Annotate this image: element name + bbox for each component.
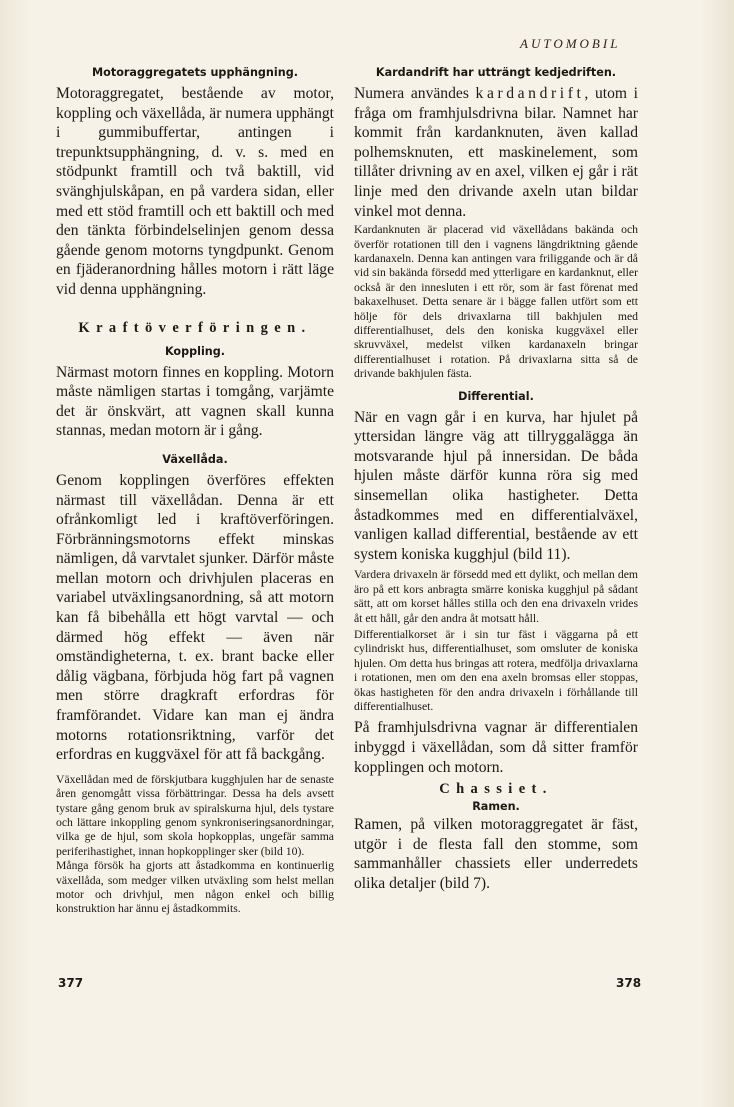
heading-differential: Differential. [458, 389, 534, 403]
paragraph-differential-note-1: Vardera drivaxeln är försedd med ett dylikt, och mellan dem äro på ett kors anbragta smärre koniska kugghjul på sådant sätt, att om korset hålles stilla och den ena drivaxeln vrides åt ett håll, går den andra åt motsatt håll. [354, 568, 638, 625]
heading-driveshaft: Kardandrift har utträngt kedjedriften. [375, 66, 617, 79]
paragraph-frame: Ramen, på vilken motoraggregatet är fäst, utgör i de flesta fall den stomme, som sammanhåller chassiets eller underredets olika detaljer (bild 7). [354, 816, 638, 892]
left-column [56, 66, 334, 917]
paragraph-clutch: Närmast motorn finnes en koppling. Motorn måste nämligen startas i tomgång, varjämte det är önskvärt, att vagnen skall kunna stannas, medan motorn är i gång. [56, 363, 334, 440]
paragraph-gearbox: Genom kopplingen överföres effekten närmast till växellådan. Denna är ett ofrånkomligt led i kraftöverföringen. Förbränningsmotorns effekt minskas nämligen, då varvtalet sjunker. Därför måste mellan motorn och drivhjulen placeras en variabel utväxlingsanordning, så att motorn kan få bibehålla ett högt varvtal — och därmed hög effekt — även när omständigheterna, t. ex. brant backe eller dålig vägbana, förbjuda hög fart på vagnen men större dragkraft erfordras för framförandet. Vidare kan man ej ändra motorns rotationsriktning, varför det erfordras en kuggväxel för att få backgång. [56, 471, 334, 764]
page-number-left: 377 [58, 976, 84, 990]
paragraph-driveshaft-note: Kardanknuten är placerad vid växellådans bakända och överför rotationen till den i vagnens längdriktning gående kardanaxeln. Denna kan antingen vara friliggande och är då vid sin bakända försedd med ytterligare en kardanknut, eller också är den innesluten i ett rör, som är fast förenat med bakaxelhuset. Detta senare är i bägge fallen utfört som ett hölje för dels drivaxlarna till bakhjulen med differentialhuset, dels den koniska kuggväxel eller skruvväxel, medelst vilken kardanaxeln bringar differentialhuset i rotation. På drivaxlarna sitta så de drivande bakhjulen fästa. [354, 223, 638, 381]
page-number-right: 378 [616, 976, 642, 990]
heading-clutch: Koppling. [164, 344, 226, 358]
paragraph-front-wheel-drive: På framhjulsdrivna vagnar är differentialen inbyggd i växellådan, som då sitter framför kopplingen och motorn. [354, 719, 638, 776]
driveshaft-lead-text: Numera användes [354, 85, 476, 102]
heading-chassis: Chassiet. [439, 781, 553, 798]
heading-frame: Ramen. [472, 800, 520, 814]
paragraph-gearbox-note-1: Växellådan med de förskjutbara kugghjulen har de senaste åren genomgått vissa förbättringar. Dessa ha dels avsett tystare gång genom bruk av spiralskurna hjul, dels tystare och lättare inkoppling genom synkroniseringsanordningar, vilka ge de hjul, som skola hopkopplas, ungefär samma periferihastighet, innan hopkopplinger sker (bild 10). [56, 772, 334, 858]
driveshaft-rest-text: , utom i fråga om framhjulsdrivna bilar. Namnet har kommit från kardanknuten, även kallad polhemsknuten, ett maskinelement, som tillåter drivning av en axel, vilken ej går i rät linje med den drivande axeln utan bildar vinkel mot denna. [354, 85, 638, 220]
heading-power-transmission: Kraftöverföringen. [78, 319, 312, 336]
running-head: AUTOMOBIL [520, 36, 621, 51]
paragraph-suspension: Motoraggregatet, bestående av motor, koppling och växellåda, är numera upphängt i gummibuffertar, antingen i trepunktsupphängning, d. v. s. med en stödpunkt framtill och två baktill, vid svänghjulskåpan, en på vardera sidan, eller med ett stöd framtill och ett baktill och med den tänkta förbindelselinjen genom dessa gående genom motorns tyngdpunkt. Genom en fjäderanordning hålles motorn i rätt läge vid denna upphängning. [56, 85, 334, 298]
heading-gearbox: Växellåda. [162, 452, 228, 466]
paragraph-differential: När en vagn går i en kurva, har hjulet på yttersidan längre väg att tillryggalägga än motsvarande hjul på innersidan. De båda hjulen måste därför kunna röra sig med sinsemellan olika hastigheter. Detta åstadkommes med en differentialväxel, vanligen kallad differential, bestående av ett system koniska kugghjul (bild 11). [354, 408, 638, 563]
paragraph-gearbox-note-2: Många försök ha gjorts att åstadkomma en kontinuerlig växellåda, som medger vilken utväxling som helst mellan motor och drivhjul, men någon enkel och billig konstruktion har ännu ej åstadkommits. [56, 859, 334, 916]
right-column [354, 66, 638, 894]
heading-suspension: Motoraggregatets upphängning. [92, 66, 298, 79]
paragraph-differential-note-2: Differentialkorset är i sin tur fäst i väggarna på ett cylindriskt hus, differentialhuset, som omsluter de koniska hjulen. Om detta hus bringas att rotera, medfölja drivaxlarna i rotationen, men om den ena axeln bromsas eller stoppas, ökas hastigheten för den andra drivaxeln i förhållande till differentialhuset. [354, 628, 638, 714]
paragraph-driveshaft [354, 84, 638, 221]
driveshaft-emphasis: kardandrift [475, 85, 585, 102]
